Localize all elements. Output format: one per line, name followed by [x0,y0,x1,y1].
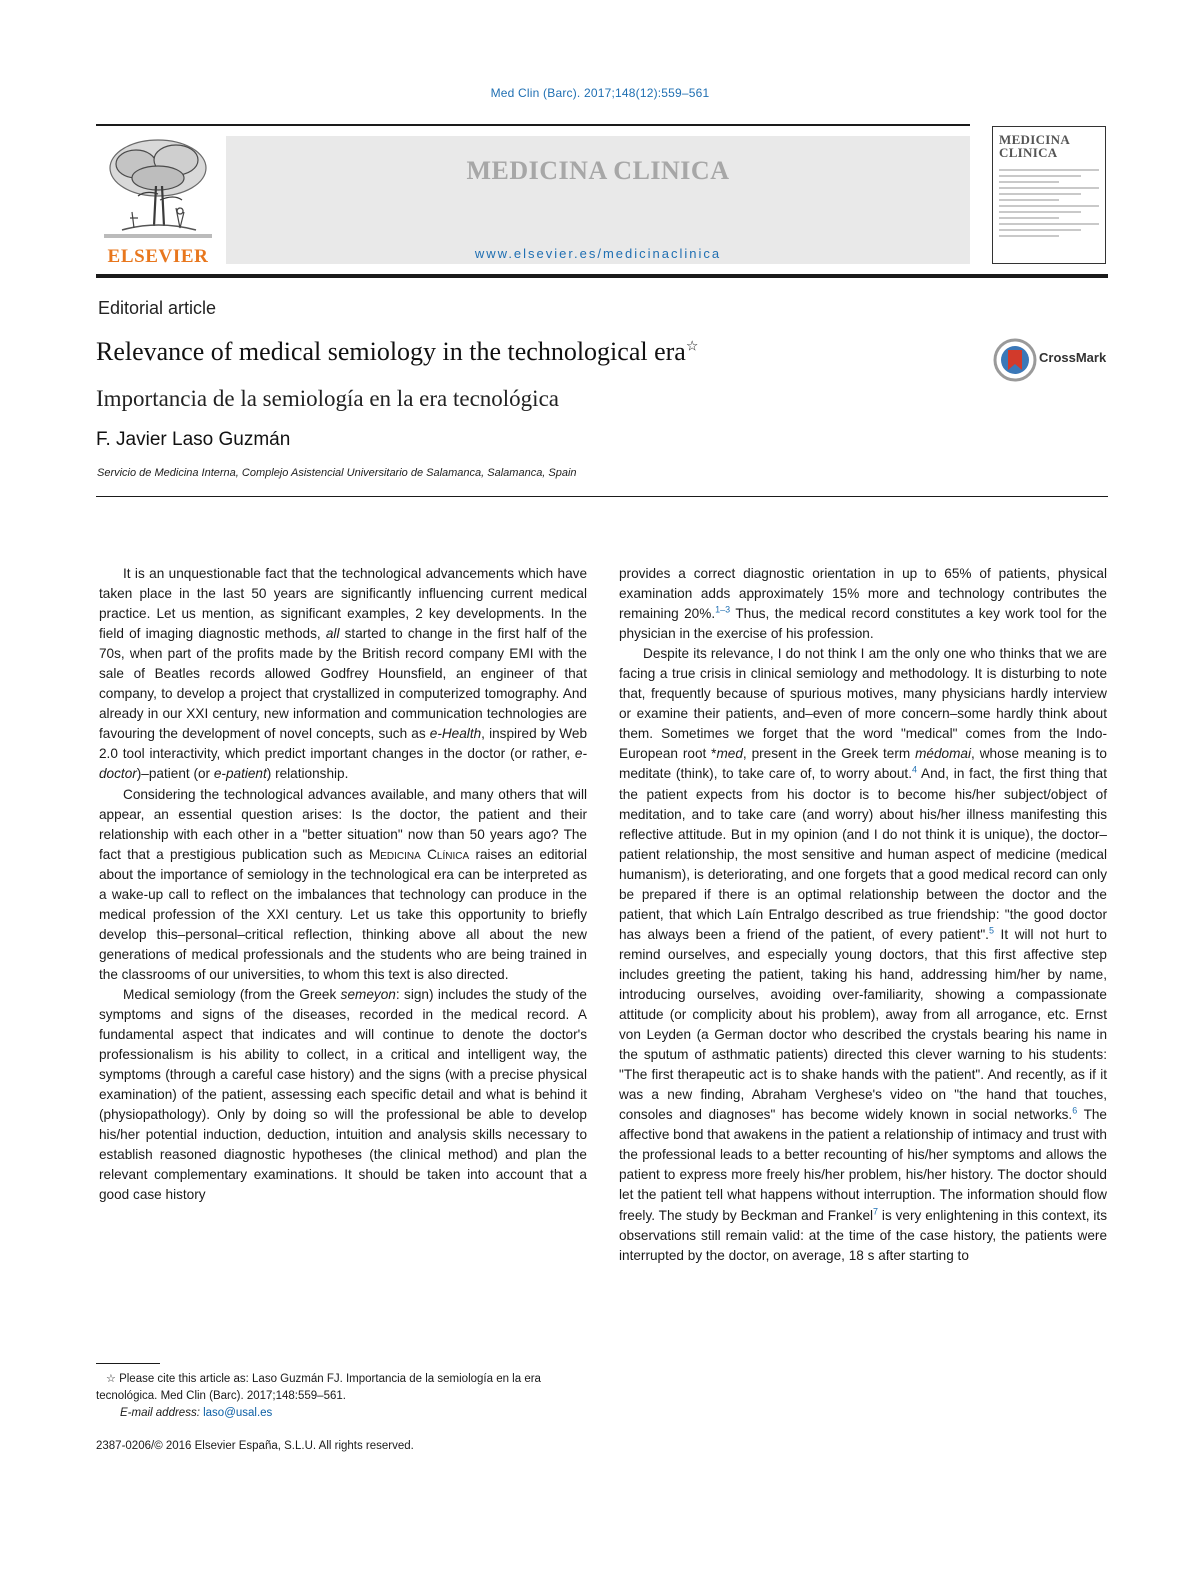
author-email-link[interactable]: laso@usal.es [203,1407,273,1419]
footnote-rule [96,1363,160,1364]
journal-banner-title: MEDICINA CLINICA [466,156,730,185]
paragraph: It is an unquestionable fact that the technological advancements which have taken place in the last 50 years are significantly influencing current medical practice. Let us mention, as significant examples, 2 key developments. In the field of imaging diagnostic methods, all started to change in the first half of the 70s, when part of the profits made by the British record company EMI with the sale of Beatles records allowed Godfrey Hounsfield, an engineer of that company, to develop a project that crystallized in computerized tomography. And already in our XXI century, new information and communication technologies are favouring the development of novel concepts, such as e-Health, inspired by Web 2.0 tool interactivity, which predict important changes in the doctor (or rather, e-doctor)–patient (or e-patient) relationship. [99,566,588,782]
title-footnote-star[interactable]: ☆ [685,339,699,355]
paragraph: provides a correct diagnostic orientation in up to 65% of patients, physical examination adds approximately 15% more and technology contributes the remaining 20%.$^{1-3}$ Thus, the medical record constitutes a key work tool for the physician in the exercise of his profession. [619,566,1107,642]
reference-link[interactable]: 6 [1072,1105,1078,1116]
cover-title-line1: MEDICINA [999,132,1071,147]
footnote [96,1371,586,1422]
header-divider [96,496,1108,497]
crossmark-icon [993,338,1037,382]
article-title-spanish: Importancia de la semiología en la era tecnológica [96,386,559,411]
citation-footnote-text: Please cite this article as: Laso Guzmán FJ. Importancia de la semiología en la era tecnológica. Med Clin (Barc). 2017;148:559–561. [96,1373,541,1402]
author-name[interactable]: F. Javier Laso Guzmán [96,429,291,450]
article-type: Editorial article [98,298,217,318]
paragraph: Considering the technological advances available, and many others that will appear, an essential question arises: Is the doctor, the patient and their relationship with each other in a "better situation" now than 50 years ago? The fact that a prestigious publication such as Medicina Clínica raises an editorial about the importance of semiology in the technological era can be interpreted as a wake-up call to reflect on the imbalances that technology can produce in the medical profession of the XXI century. Let us take this opportunity to briefly develop this–personal–critical reflection, thinking above all about the new generations of medical professionals and the students who are being trained in the classrooms of our universities, to whom this text is also directed. [99,786,587,982]
journal-citation[interactable]: Med Clin (Barc). 2017;148(12):559–561 [490,86,710,100]
reference-link[interactable]: 5 [988,925,994,936]
journal-banner [226,136,970,264]
author-affiliation: Servicio de Medicina Interna, Complejo Asistencial Universitario de Salamanca, Salamanca, Spain [97,467,577,479]
article-title-text: Relevance of medical semiology in the technological era [96,337,686,366]
journal-cover-thumbnail[interactable] [992,126,1106,264]
article-title [96,337,698,367]
copyright-notice: 2387-0206/© 2016 Elsevier España, S.L.U. All rights reserved. [96,1440,414,1452]
journal-masthead [96,124,1108,280]
paragraph: Medical semiology (from the Greek semeyon: sign) includes the study of the symptoms and signs of the diseases, recorded in the medical record. A fundamental aspect that indicates and will continue to denote the doctor's professionalism is his ability to collect, in a critical and intelligent way, the symptoms (through a careful case history) and the signs (with a precise physical examination) of the patient, assessing each specific detail and what is behind it (physiopathology). Only by doing so will the professional be able to develop his/her potential induction, deduction, intuition and analysis skills necessary to establish reasoned diagnostic hypotheses (the clinical method) and plan the relevant complementary examinations. It should be taken into account that a good case history [99,986,587,1203]
cover-title-line2: CLINICA [999,145,1058,160]
crossmark-badge[interactable] [993,338,1113,384]
reference-link[interactable]: 7 [873,1205,879,1216]
reference-link[interactable]: 4 [911,764,917,775]
crossmark-label: CrossMark [1039,350,1107,365]
masthead-bottom-rule [96,274,1108,278]
reference-link[interactable]: 1–3 [715,604,731,615]
masthead-top-rule [96,124,970,126]
body-column-right [619,564,1107,1266]
footnote-star: ☆ [106,1373,116,1385]
cover-contents-lines [999,169,1099,237]
email-row [96,1405,586,1422]
paragraph: Despite its relevance, I do not think I am the only one who thinks that we are facing a true crisis in clinical semiology and methodology. It is disturbing to note that, frequently because of spurious motives, many physicians hardly interview or examine their patients, and–even of more concern–some hardly think about them. Sometimes we forget that the word "medical" comes from the Indo-European root *med, present in the Greek term médomai, whose meaning is to meditate (think), to take care of, to worry about.$^4$ And, in fact, the first thing that the patient expects from his doctor is to become his/her subject/object of meditation, and to take care (and worry) about his/her illness manifesting this reflective attitude. But in my opinion (and I do not think it is unique), the doctor–patient relationship, the most sensitive and human aspect of medicine (medical humanism), is deteriorating, and one forgets that a good medical record can only be prepared if there is an optimal relationship between the doctor and the patient, that which Laín Entralgo described as true friendship: "the good doctor has always been a friend of the patient, of every patient".$^5$ It will not hurt to remind ourselves, and especially young doctors, that this first affective step includes greeting the patient, taking his hand, addressing him/her by name, introducing ourselves, avoiding over-familiarity, showing a compassionate attitude (or complicity about his problem), away from all arrogance, etc. Ernst von Leyden (a German doctor who described the crystals bearing his name in the sputum of asthmatic patients) directed this clever warning to his students: "The first therapeutic act is to shake hands with the patient". And recently, as if it was a new finding, Abraham Verghese's video on "the hand that touches, consoles and diagnoses" has become widely known in social networks.$^6$ The affective bond that awakens in the patient a relationship of intimacy and trust with the professional leads to a better recounting of his/her symptoms and allows the patient to express more freely his/her problem, his/her history. The doctor should let the patient tell what happens without interruption. The information should flow freely. The study by Beckman and Frankel$^7$ is very enlightening in this context, its observations still remain valid: at the time of the case history, the patients were interrupted by the doctor, on average, 18 s after starting to [619,646,1107,1263]
citation-footnote [96,1371,586,1405]
body-column-left [99,564,587,1206]
elsevier-wordmark: ELSEVIER [107,246,209,267]
email-label: E-mail address: [120,1407,200,1419]
elsevier-logo[interactable] [96,132,220,272]
journal-url-link[interactable]: www.elsevier.es/medicinaclinica [474,246,722,261]
elsevier-tree-icon [102,134,214,242]
